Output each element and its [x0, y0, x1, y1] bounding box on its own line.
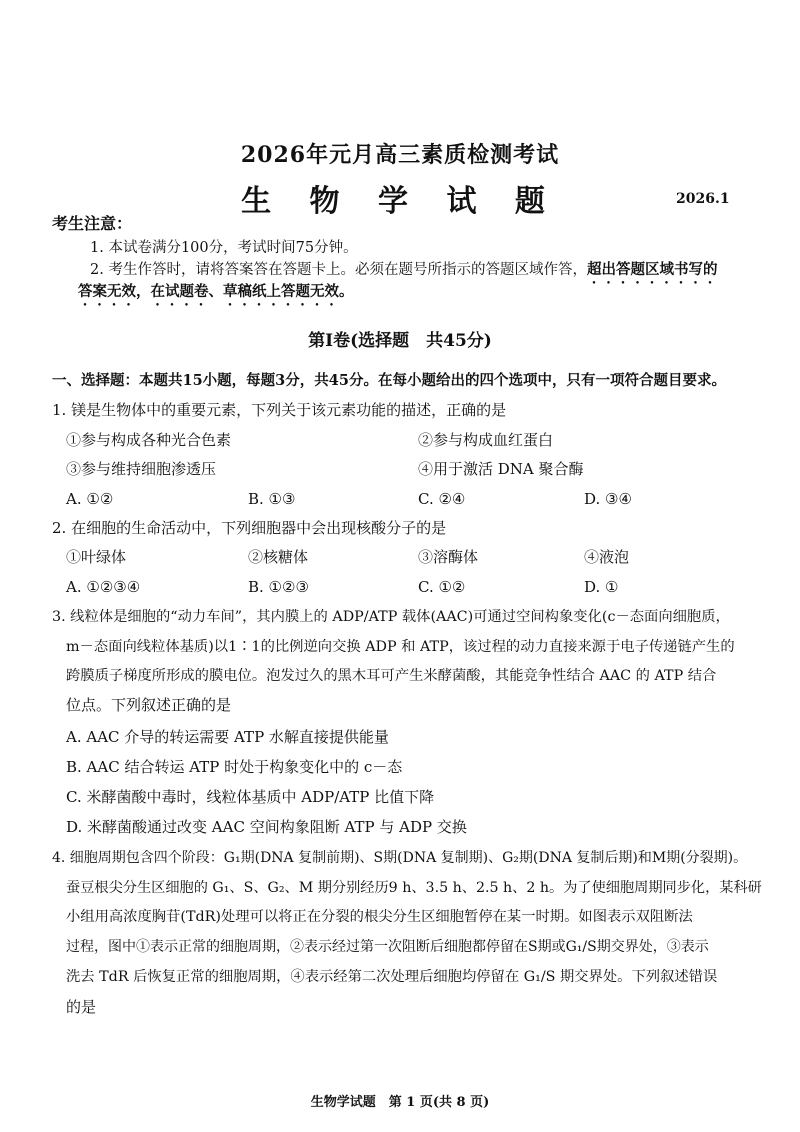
q4-stem-line-3: 小组用高浓度胸苷(TdR)处理可以将正在分裂的根尖分生区细胞暂停在某一时期。如图表示双阻断法 — [66, 909, 693, 925]
q1-option-1: ①参与构成各种光合色素 — [66, 431, 232, 449]
notice-item-2-line2 — [78, 282, 354, 309]
q2-choice-c: C. ①② — [418, 578, 466, 596]
q1-option-4: ④用于激活 DNA 聚合酶 — [418, 460, 584, 478]
q3-choice-d: D. 米酵菌酸通过改变 AAC 空间构象阻断 ATP 与 ADP 交换 — [66, 818, 467, 836]
q3-stem-line-2: m－态面向线粒体基质)以1∶1的比例逆向交换 ADP 和 ATP，该过程的动力直接来源于电子传递链产生的 — [66, 639, 735, 655]
q4-stem-line-1: 4. 细胞周期包含四个阶段：G₁期(DNA 复制前期)、S期(DNA 复制期)、G₂期(DNA 复制后期)和M期(分裂期)。 — [52, 850, 748, 866]
q3-choice-a: A. AAC 介导的转运需要 ATP 水解直接提供能量 — [66, 728, 389, 746]
notice-heading: 考生注意： — [52, 214, 133, 233]
q3-stem-line-3: 跨膜质子梯度所形成的膜电位。泡发过久的黑木耳可产生米酵菌酸，其能竞争性结合 AAC 的 ATP 结合 — [66, 668, 717, 684]
q2-option-4: ④液泡 — [584, 548, 630, 566]
q2-option-3: ③溶酶体 — [418, 548, 479, 566]
subject-title: 生 物 学 试 题 — [241, 184, 559, 219]
notice-comma: ， — [136, 283, 151, 300]
q3-stem-line-4: 位点。下列叙述正确的是 — [66, 696, 232, 714]
exam-date: 2026.1 — [676, 191, 730, 207]
notice-period: 。 — [339, 283, 354, 300]
q4-stem-line-6: 的是 — [66, 998, 97, 1016]
q2-stem: 2. 在细胞的生命活动中，下列细胞器中会出现核酸分子的是 — [52, 519, 447, 537]
q2-choice-d: D. ① — [584, 578, 619, 596]
page-footer: 生物学试题 第 1 页(共 8 页) — [310, 1095, 490, 1110]
notice-emphasis-draft-invalid: 在试题卷、草稿纸上答题无效 — [150, 283, 339, 300]
q1-choice-a: A. ①② — [66, 490, 114, 508]
notice-item-2-text: 2. 考生作答时，请将答案答在答题卡上。必须在题号所指示的答题区域作答， — [90, 262, 587, 278]
q4-stem-line-4: 过程，图中①表示正常的细胞周期，②表示经过第一次阻断后细胞都停留在S期或G₁/S期交界处，③表示 — [66, 939, 709, 955]
exam-title: 2026年元月高三素质检测考试 — [240, 142, 560, 168]
q1-option-2: ②参与构成血红蛋白 — [418, 431, 554, 449]
notice-item-2-emphasis: 超出答题区域书写的 — [586, 261, 718, 278]
q2-choice-b: B. ①②③ — [248, 578, 309, 596]
q2-option-2: ②核糖体 — [248, 548, 309, 566]
q1-choice-b: B. ①③ — [248, 490, 296, 508]
notice-emphasis-answer-invalid: 答案无效 — [78, 283, 136, 300]
q3-stem-line-1: 3. 线粒体是细胞的“动力车间”，其内膜上的 ADP/ATP 载体(AAC)可通过空间构象变化(c－态面向细胞质， — [52, 609, 730, 625]
q2-choice-a: A. ①②③④ — [66, 578, 141, 596]
q1-choice-d: D. ③④ — [584, 490, 632, 508]
q4-stem-line-2: 蚕豆根尖分生区细胞的 G₁、S、G₂、M 期分别经历9 h、3.5 h、2.5 h、2 h。为了使细胞周期同步化，某科研 — [66, 880, 762, 896]
q1-option-3: ③参与维持细胞渗透压 — [66, 460, 217, 478]
q4-stem-line-5: 洗去 TdR 后恢复正常的细胞周期，④表示经第二次处理后细胞均停留在 G₁/S 期交界处。下列叙述错误 — [66, 969, 718, 985]
q3-choice-c: C. 米酵菌酸中毒时，线粒体基质中 ADP/ATP 比值下降 — [66, 788, 435, 806]
section-title: 第Ⅰ卷(选择题 共45分) — [308, 331, 492, 351]
q1-stem: 1. 镁是生物体中的重要元素，下列关于该元素功能的描述，正确的是 — [52, 401, 507, 419]
q1-choice-c: C. ②④ — [418, 490, 466, 508]
notice-item-1: 1. 本试卷满分100分，考试时间75分钟。 — [90, 240, 358, 256]
q2-option-1: ①叶绿体 — [66, 548, 127, 566]
section-instruction: 一、选择题：本题共15小题，每题3分，共45分。在每小题给出的四个选项中，只有一项符合题目要求。 — [52, 372, 726, 389]
q3-choice-b: B. AAC 结合转运 ATP 时处于构象变化中的 c－态 — [66, 758, 403, 776]
